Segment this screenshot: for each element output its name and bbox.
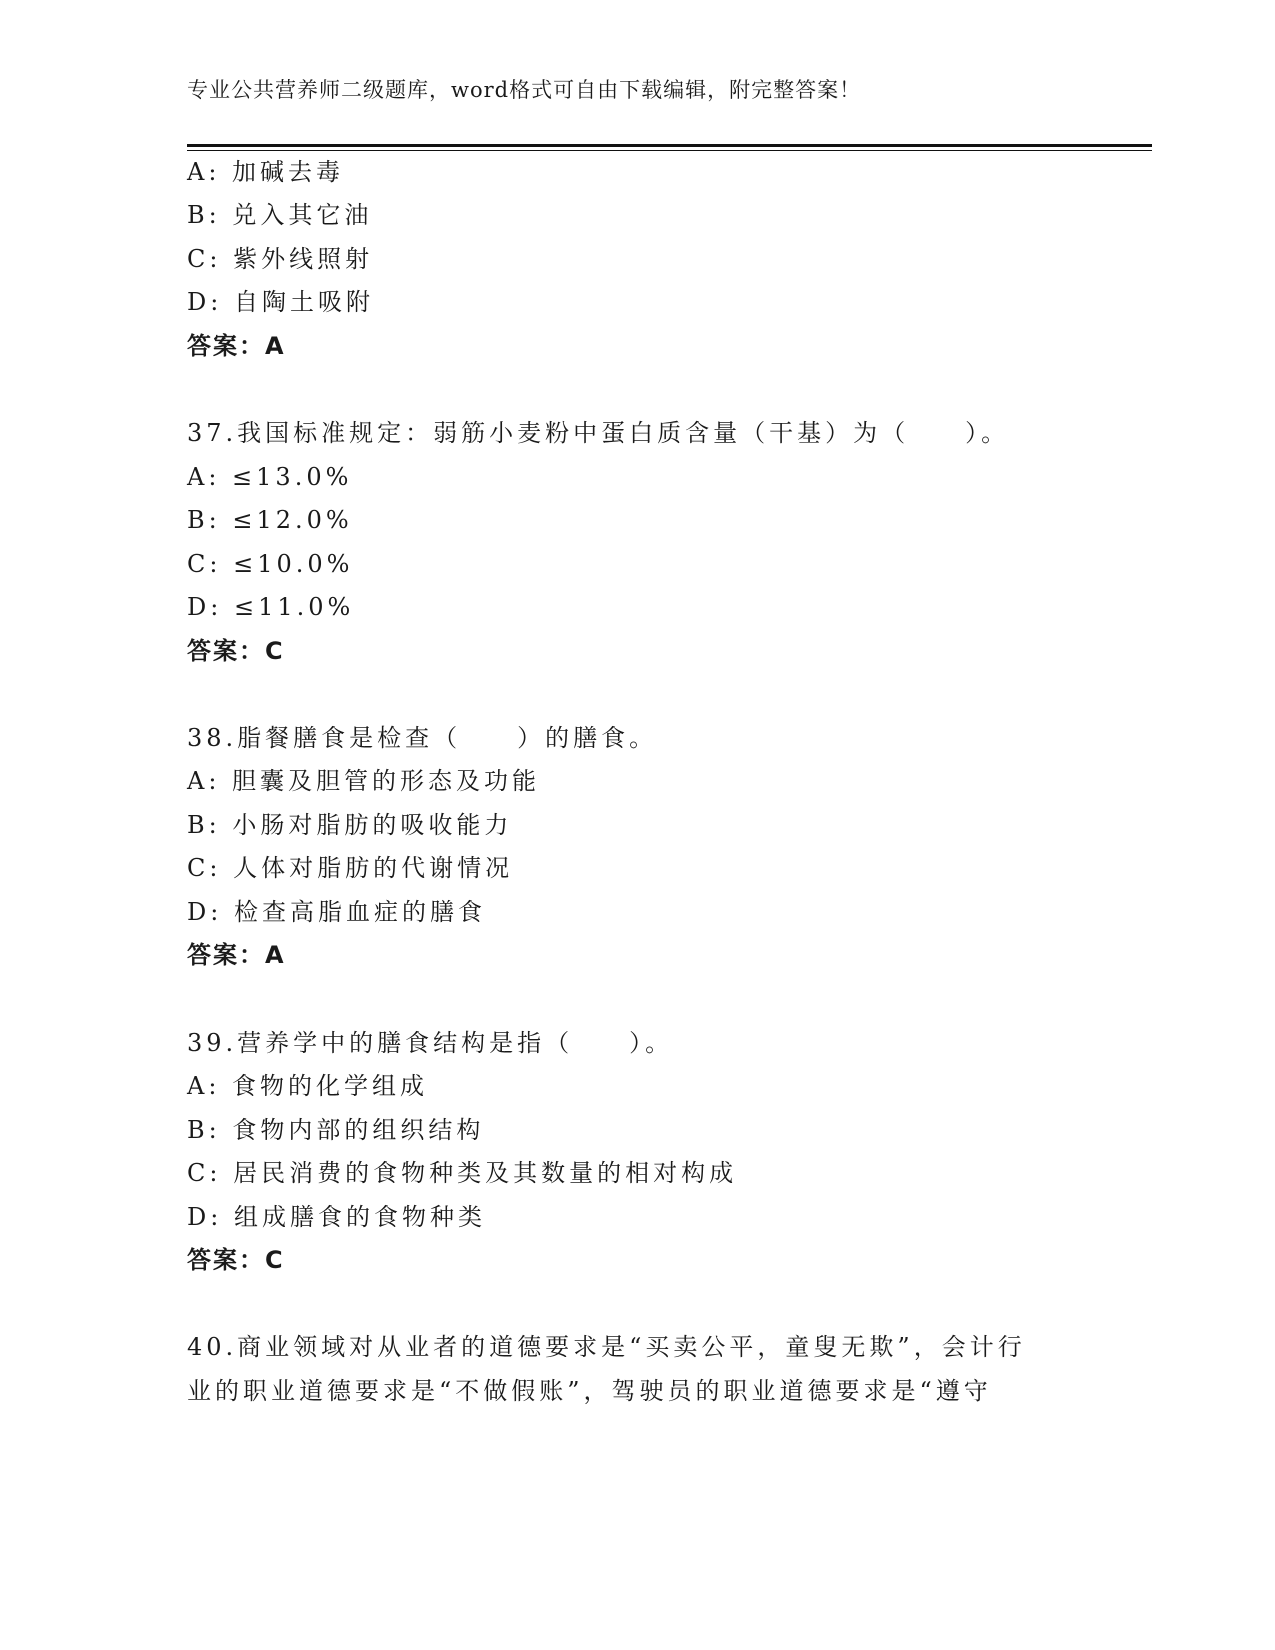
q39-option-c: C: 居民消费的食物种类及其数量的相对构成 — [187, 1159, 738, 1187]
q37-answer: 答案：C — [187, 637, 285, 665]
q37-option-c: C: ≤10.0% — [187, 550, 354, 578]
q36-option-c: C: 紫外线照射 — [187, 245, 374, 273]
q36-option-d: D: 自陶土吸附 — [187, 288, 374, 316]
q37-option-a: A: ≤13.0% — [187, 463, 353, 491]
q37-option-b: B: ≤12.0% — [187, 506, 353, 534]
q38-stem: 38.脂餐膳食是检查（ ）的膳食。 — [187, 724, 658, 752]
q36-option-a: A: 加碱去毒 — [187, 158, 345, 186]
q39-option-d: D: 组成膳食的食物种类 — [187, 1203, 486, 1231]
q39-option-a: A: 食物的化学组成 — [187, 1072, 429, 1100]
q38-answer: 答案：A — [187, 941, 286, 969]
page-header: 专业公共营养师二级题库，word格式可自由下载编辑，附完整答案！ — [187, 78, 862, 102]
q38-option-b: B: 小肠对脂肪的吸收能力 — [187, 811, 513, 839]
q37-option-d: D: ≤11.0% — [187, 593, 355, 621]
q37-stem: 37.我国标准规定：弱筋小麦粉中蛋白质含量（干基）为（ ）。 — [187, 419, 1010, 447]
header-rule-thick — [187, 144, 1152, 147]
q40-stem-line-2: 业的职业道德要求是“不做假账”，驾驶员的职业道德要求是“遵守 — [187, 1377, 992, 1405]
q36-option-b: B: 兑入其它油 — [187, 201, 373, 229]
q38-option-d: D: 检查高脂血症的膳食 — [187, 898, 486, 926]
q39-answer: 答案：C — [187, 1246, 285, 1274]
q38-option-c: C: 人体对脂肪的代谢情况 — [187, 854, 514, 882]
header-rule-thin — [187, 150, 1152, 151]
q39-option-b: B: 食物内部的组织结构 — [187, 1116, 485, 1144]
q36-answer: 答案：A — [187, 332, 286, 360]
q40-stem-line-1: 40.商业领域对从业者的道德要求是“买卖公平，童叟无欺”，会计行 — [187, 1333, 1026, 1361]
q38-option-a: A: 胆囊及胆管的形态及功能 — [187, 767, 541, 795]
q39-stem: 39.营养学中的膳食结构是指（ ）。 — [187, 1029, 674, 1057]
